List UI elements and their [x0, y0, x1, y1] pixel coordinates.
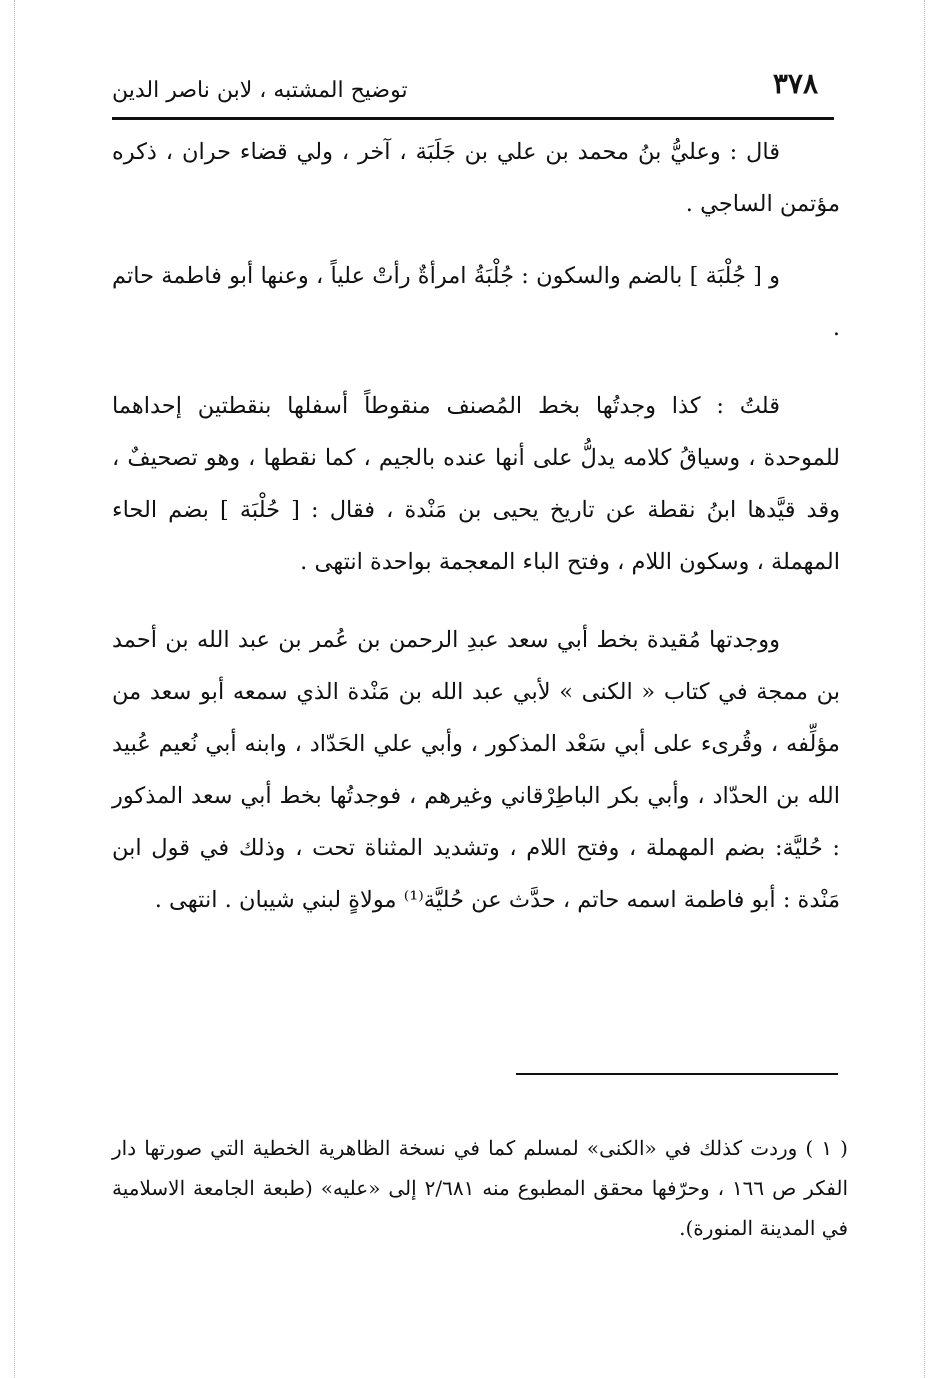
scan-edge-right [924, 0, 925, 1378]
running-title: توضيح المشتبه ، لابن ناصر الدين [112, 78, 408, 103]
paragraph: ووجدتها مُقيدة بخط أبي سعد عبدِ الرحمن بن عُمر بن عبد الله بن أحمد بن ممجة في كتاب « الكنى » لأبي عبد الله بن مَنْدة الذي سمعه أبو سعد من مؤلِّفه ، وقُرىء على أبي سَعْد المذكور ، وأبي علي الحَدّاد ، وابنه أبي نُعيم عُبيد الله بن الحدّاد ، وأبي بكر الباطِرْقاني وغيرهم ، فوجدتُها بخط أبي سعد المذكور : حُليَّة: بضم المهملة ، وفتح اللام ، وتشديد المثناة تحت ، وذلك في قول ابن مَنْدة : أبو فاطمة اسمه حاتم ، حدَّث عن حُليَّة⁽¹⁾ مولاةٍ لبني شيبان . انتهى . [112, 627, 840, 913]
main-text [112, 126, 840, 946]
footnote [112, 1128, 848, 1248]
header-rule [112, 117, 834, 120]
scan-edge-left [14, 0, 15, 1378]
page-header [112, 62, 834, 120]
footnote-text: ( ١ ) وردت كذلك في «الكنى» لمسلم كما في نسخة الظاهرية الخطية التي صورتها دار الفكر ص ١٦٦ ، وحرّفها محقق المطبوع منه ٢/٦٨١ إلى «عليه» (طبعة الجامعة الاسلامية في المدينة المنورة). [112, 1136, 849, 1240]
page-number: ٣٧٨ [772, 67, 818, 100]
paragraph: قلتُ : كذا وجدتُها بخط المُصنف منقوطاً أسفلها بنقطتين إحداهما للموحدة ، وسياقُ كلامه يدلُّ على أنها عنده بالجيم ، كما نقطها ، وهو تصحيفٌ ، وقد قيَّدها ابنُ نقطة عن تاريخ يحيى بن مَنْدة ، فقال : [ حُلْبَة ] بضم الحاء المهملة ، وسكون اللام ، وفتح الباء المعجمة بواحدة انتهى . [112, 393, 840, 575]
paragraph: قال : وعليُّ بنُ محمد بن علي بن جَلَبَة ، آخر ، ولي قضاء حران ، ذكره مؤتمن الساجي . [112, 139, 840, 217]
paragraph: و [ جُلْبَة ] بالضم والسكون : جُلْبَةُ امرأةٌ رأتْ علياً ، وعنها أبو فاطمة حاتم . [112, 263, 840, 341]
footnote-separator [516, 1073, 838, 1075]
